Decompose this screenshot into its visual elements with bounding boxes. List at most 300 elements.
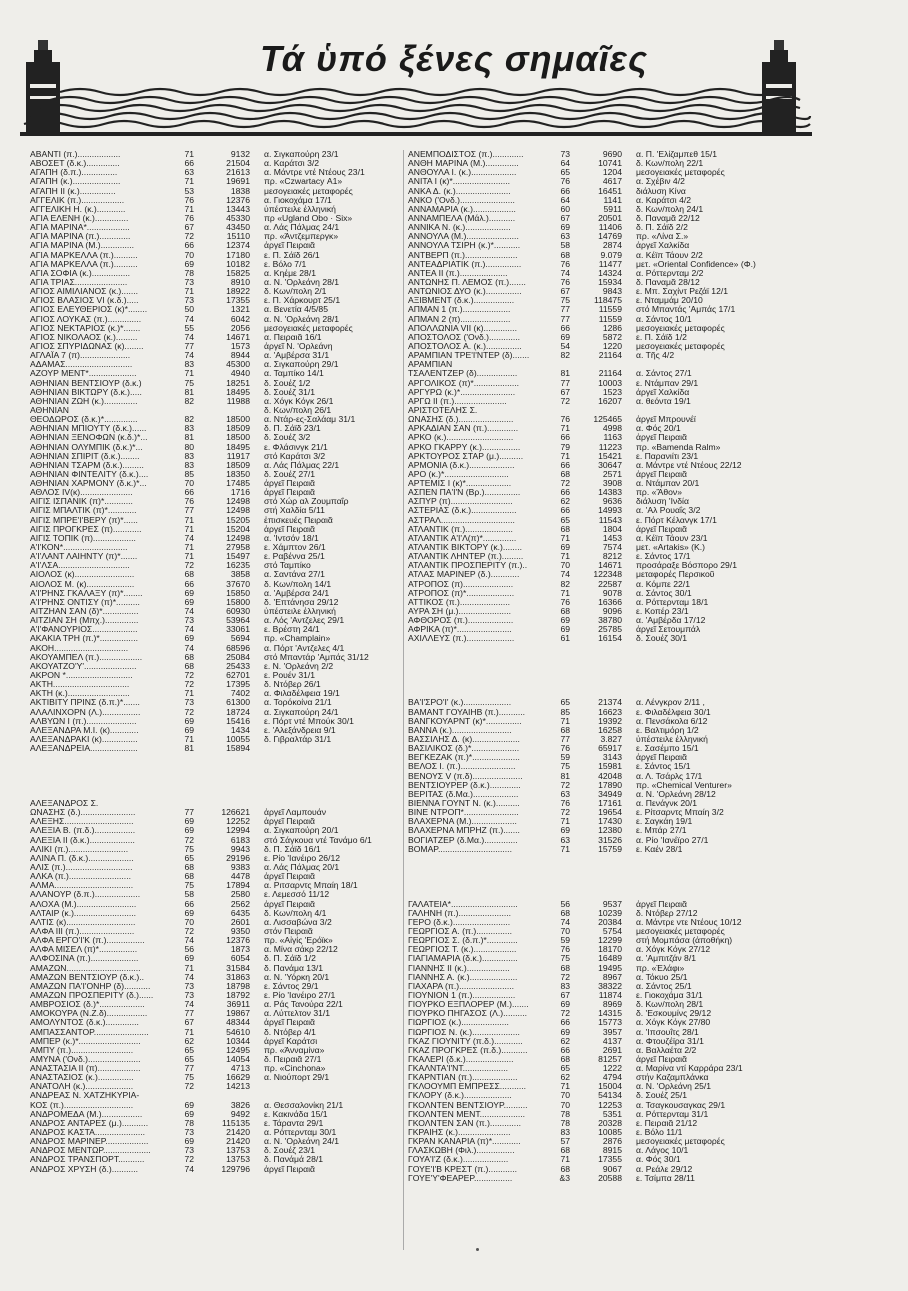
status-location: α. 'Αμβέρσα 24/1 [264, 588, 330, 598]
status-location: ἀργεῖ Πειραιᾶ [264, 899, 315, 909]
tonnage [570, 644, 622, 653]
build-year: 54 [560, 341, 570, 351]
tonnage: 61300 [226, 698, 250, 708]
build-year: 66 [560, 460, 570, 470]
build-year [548, 360, 570, 369]
tonnage [194, 781, 250, 790]
ship-name: ΤΣΑΛΕΝΤΖΕΡ (δ)................. [408, 369, 518, 379]
tonnage: 14213 [226, 1082, 250, 1092]
status-location: ε. Ν. 'Ορλεάνη 2/2 [264, 661, 334, 671]
left-entry [30, 598, 414, 607]
left-entry [30, 415, 414, 424]
ship-name: ΒΑΝΝΑ (κ.)......................... [408, 725, 512, 735]
left-entry [30, 1110, 414, 1119]
ship-name: ΑΙΤΖΙΑΝ ΣΗ (Μπχ.).............. [30, 616, 139, 626]
build-year: 71 [560, 844, 570, 854]
ship-name: ΑΡΜΟΝΙΑ (δ.κ.)................... [408, 460, 515, 470]
ship-name: ΓΙΟΥΡΚΟ ΕΞΠΛΟΡΕΡ (Μ.)....... [408, 1000, 529, 1010]
status-location: δ. Κων/πολη 14/1 [264, 579, 332, 589]
ship-name: ΑΠΜΑΝ 2 (π)..................... [408, 314, 511, 324]
tonnage: 8967 [602, 972, 622, 982]
right-entry [408, 772, 806, 781]
left-entry [30, 241, 414, 250]
left-entry [30, 945, 414, 954]
build-year: 71 [184, 204, 194, 214]
tonnage: 18500 [226, 415, 250, 425]
tonnage: 16207 [598, 396, 622, 406]
ship-name: ΑΓΙΟΣ ΑΙΜΙΛΙΑΝΟΣ (κ.)....... [30, 287, 139, 297]
tonnage: 1434 [230, 725, 250, 735]
status-location: α. Ράς Τανούρα 22/1 [264, 1000, 343, 1010]
build-year: 59 [560, 936, 570, 946]
tonnage: 5754 [602, 926, 622, 936]
ship-name: ΓΚΑΖ ΓΙΟΥΝΙΤΥ (π.δ.)............ [408, 1036, 523, 1046]
status-location: α. Σάντος 25/1 [636, 981, 692, 991]
ship-name: ΑΛΒΥΩΝ Ι (π.)..................... [30, 716, 137, 726]
left-entry [30, 461, 414, 470]
ship-name [408, 644, 548, 653]
left-entry [30, 854, 414, 863]
left-entry [30, 443, 414, 452]
right-entry [408, 826, 806, 835]
build-year: 67 [184, 223, 194, 233]
status-location: α. Λάγος 10/1 [636, 1146, 689, 1156]
status-location: ε. Ρίτσαρντς Μπαίη 3/2 [636, 808, 724, 818]
tonnage: 18495 [226, 387, 250, 397]
tonnage: 15825 [226, 268, 250, 278]
tonnage: 8910 [230, 277, 250, 287]
build-year: 66 [560, 433, 570, 443]
build-year: 65 [560, 515, 570, 525]
tonnage [570, 890, 622, 899]
right-entry [408, 836, 806, 845]
status-location: δ. Κων/πολη 24/1 [636, 204, 704, 214]
tonnage [570, 653, 622, 662]
tonnage: 3826 [230, 1100, 250, 1110]
right-entry [408, 680, 806, 689]
right-entry [408, 516, 806, 525]
right-entry [408, 1165, 806, 1174]
build-year: 71 [184, 552, 194, 562]
build-year: 74 [560, 917, 570, 927]
ship-name: ΑΛΕΞΙΑ Β. (π.δ.)................. [30, 826, 136, 836]
status-location: στήν Καζαμπλάνκα [636, 1073, 709, 1083]
tonnage: 20384 [598, 917, 622, 927]
status-location: α. Μίνα σάκρ 22/12 [264, 945, 338, 955]
build-year: 74 [560, 268, 570, 278]
build-year: 68 [184, 570, 194, 580]
ship-name: ΑΛΙΣ (π.)............................ [30, 862, 133, 872]
build-year: 77 [560, 314, 570, 324]
build-year: 70 [560, 926, 570, 936]
status-location: διάλυση Κίνα [636, 186, 686, 196]
ship-name: ΑΝΝΟΥΛΑ (Μ.)...................... [408, 232, 519, 242]
build-year: 72 [184, 232, 194, 242]
build-year: 74 [184, 972, 194, 982]
left-entry [30, 287, 414, 296]
ship-name: ΑΘΗΝΙΑΝ [30, 405, 69, 415]
tonnage: 12299 [598, 936, 622, 946]
tonnage: 18509 [226, 424, 250, 434]
build-year: 68 [560, 725, 570, 735]
build-year: 71 [560, 1082, 570, 1092]
status-location: ε. Μπ. Σαχίντ Ρεζάϊ 12/1 [636, 287, 729, 297]
tonnage: 18922 [226, 287, 250, 297]
ship-name: ΑΜΑΖΩΝ ΠΡΟΣΠΕΡΙΤΥ (δ.)...... [30, 990, 154, 1000]
status-location: στόν Πειραιᾶ [264, 926, 313, 936]
build-year: 66 [560, 506, 570, 516]
right-entry [408, 817, 806, 826]
right-entry [408, 388, 806, 397]
status-location: α. Χόγκ Κόγκ 26/1 [264, 396, 334, 406]
right-entry [408, 379, 806, 388]
tonnage: 5694 [230, 634, 250, 644]
right-entry [408, 982, 806, 991]
status-location: α. Φός 20/1 [636, 424, 681, 434]
wave-lines [24, 89, 810, 127]
tonnage: 17890 [598, 780, 622, 790]
right-entry [408, 497, 806, 506]
tonnage: 4794 [602, 1073, 622, 1083]
status-location: μεσογειακές μεταφορές [636, 341, 725, 351]
build-year: 76 [184, 213, 194, 223]
ship-name: ΓΚΑΛΝΤΑ'Ι'ΝΤ................... [408, 1064, 509, 1074]
left-entry [30, 479, 414, 488]
ship-name: ΒΑΝΓΚΟΥΑΡΝΤ (κ)*............... [408, 716, 522, 726]
right-entry [408, 506, 806, 515]
ship-name: ΩΝΑΣΗΣ (δ.)....................... [30, 808, 136, 818]
ship-name: ΑΝΤΩΝΗΣ Π. ΛΕΜΟΣ (π.)....... [408, 277, 526, 287]
ship-name: ΑΤΛΑΝΤΙΚ ΠΡΟΣΠΕΡΙΤΥ (π.).. [408, 561, 528, 571]
tonnage [570, 689, 622, 698]
status-location: α. 'Ιπσουΐτς 28/1 [636, 1027, 699, 1037]
tonnage: 2601 [230, 917, 250, 927]
build-year: 72 [184, 707, 194, 717]
ship-name: ΑΝΝΟΥΛΑ ΤΣΙΡΗ (κ.)*........... [408, 241, 521, 251]
build-year: 72 [560, 1009, 570, 1019]
status-location: ἀργεῖ Πειραιᾶ [264, 524, 315, 534]
ship-name: ΒΕΓΚΕΖΑΚ (π.)*.................... [408, 753, 520, 763]
left-entry [30, 735, 414, 744]
status-location: ὑπέστειλε ἑλληνική [264, 607, 336, 617]
status-location: δ. Πανάμα 13/1 [264, 963, 324, 973]
tonnage: 9067 [602, 1164, 622, 1174]
ship-name: ΑΝΤΒΕΡΠ (π.)...................... [408, 250, 518, 260]
ship-name: ΑΜΟΛΥΝΤΟΣ (δ.κ.).............. [30, 1018, 139, 1028]
status-location: μεσογειακές μεταφορές [264, 323, 353, 333]
build-year: 70 [560, 1100, 570, 1110]
right-entry [408, 433, 806, 442]
ship-name: ΑΓΙΟΣ ΣΠΥΡΙΔΩΝΑΣ (κ)........ [30, 341, 144, 351]
status-location [250, 762, 414, 771]
tonnage: 2562 [230, 899, 250, 909]
status-location: στό Χώρ αλ Ζουμπαΐρ [264, 497, 349, 507]
ship-name: ΑΡΚΑΔΙΑΝ ΣΑΝ (π.)............. [408, 424, 519, 434]
right-entry [408, 689, 806, 698]
status-location: α. Φός 30/1 [636, 1155, 681, 1165]
status-location: δ. Κων/πολη 4/1 [264, 908, 327, 918]
tonnage: 14383 [598, 488, 622, 498]
right-entry [408, 1073, 806, 1082]
left-entry [30, 689, 414, 698]
build-year: 68 [560, 250, 570, 260]
build-year: 73 [184, 981, 194, 991]
tonnage [570, 662, 622, 671]
left-entry [30, 744, 414, 753]
left-entry [30, 1018, 414, 1027]
ship-name: ΓΕΩΡΓΙΟΣ Σ. (δ.π.)*............. [408, 936, 518, 946]
ship-name: ΑΝΑΣΤΑΣΙΑ ΙΙ (π).................. [30, 1064, 141, 1074]
status-location: ε. Ρίο 'Ιανέιρο 27/1 [264, 990, 336, 1000]
tonnage: 11477 [598, 259, 622, 269]
build-year: 72 [560, 808, 570, 818]
tonnage: 38780 [598, 616, 622, 626]
ship-name: ΑΝΘΗ ΜΑΡΙΝΑ (Μ.).............. [408, 159, 519, 169]
ship-name: ΑΝΚΑ Δ. (κ.)....................... [408, 186, 511, 196]
left-entry [30, 1037, 414, 1046]
ship-name: ΑΡΚΟ ΓΚΑΡΡΥ (κ.)................ [408, 442, 521, 452]
left-entry [30, 516, 414, 525]
tonnage: 19495 [598, 963, 622, 973]
tonnage: 16629 [226, 1073, 250, 1083]
status-location: ε. Π. Σάϊδ 1/2 [636, 332, 687, 342]
build-year: 50 [184, 305, 194, 315]
tonnage: 13753 [226, 1146, 250, 1156]
right-entry [408, 561, 806, 570]
build-year: 76 [184, 195, 194, 205]
ship-name: ΓΛΑΣΚΩΒΗ (Φιλ.)................ [408, 1146, 515, 1156]
tonnage: 9492 [230, 1109, 250, 1119]
status-location: ε. Βρέστη 24/1 [264, 625, 320, 635]
status-location: ἀργεῖ Μπρουνέϊ [636, 415, 696, 425]
right-entry [408, 1137, 806, 1146]
status-location: μετ. «Artakis» (Κ.) [636, 543, 706, 553]
ship-name: ΓΙΑΝΝΗΣ Α. (κ.).................... [408, 972, 518, 982]
left-entry [30, 452, 414, 461]
status-location: α. Κόμπε 22/1 [636, 579, 690, 589]
build-year: 66 [184, 241, 194, 251]
left-entry [30, 890, 414, 899]
tonnage: 9943 [230, 844, 250, 854]
build-year: 78 [560, 1109, 570, 1119]
build-year: 66 [184, 488, 194, 498]
ship-name: ΑΜΒΡΟΣΙΟΣ (δ.)*................... [30, 1000, 145, 1010]
build-year: 69 [560, 1000, 570, 1010]
ship-name: ΓΚΡΑΙΗΣ (κ.)...................... [408, 1128, 511, 1138]
ship-name: ΑΡΑΜΠΙΑΝ [408, 360, 453, 370]
left-entry [30, 1082, 414, 1091]
right-entry [408, 315, 806, 324]
tonnage: 122348 [593, 570, 622, 580]
tonnage: 37670 [226, 579, 250, 589]
build-year: 77 [184, 341, 194, 351]
build-year: 74 [184, 607, 194, 617]
tonnage: 10239 [598, 908, 622, 918]
ship-name: ΑΜΑΖΩΝ ΠΑ'Ι'ΟΝΗΡ (δ)........... [30, 981, 151, 991]
build-year: 69 [560, 625, 570, 635]
tonnage: 16154 [598, 634, 622, 644]
build-year: 83 [184, 360, 194, 370]
build-year: 69 [184, 716, 194, 726]
right-entry [408, 424, 806, 433]
ship-name: ΑΙΟΛΟΣ (κ)......................... [30, 570, 135, 580]
ship-name: ΑΜΟΚΟΥΡΑ (Ν.Ζ.δ)................. [30, 1009, 148, 1019]
ship-name: ΑΙΓΙΣ ΙΣΠΑΝΙΚ (π)*............ [30, 497, 133, 507]
status-location: α. Σάντος 10/1 [636, 314, 692, 324]
status-location: α. Σιγκαπούρη 29/1 [264, 360, 339, 370]
tonnage: 3957 [602, 1027, 622, 1037]
left-entry [30, 1009, 414, 1018]
status-location: δ. Σουέζ 23/1 [264, 1146, 316, 1156]
left-entry [30, 698, 414, 707]
right-entry [408, 351, 806, 360]
build-year: 62 [560, 497, 570, 507]
right-entry [408, 552, 806, 561]
left-entry [30, 589, 414, 598]
build-year: 71 [184, 287, 194, 297]
status-location: διάλυση 'Ινδία [636, 497, 689, 507]
tonnage: 3.827 [600, 735, 622, 744]
left-entry [30, 232, 414, 241]
left-entry [30, 251, 414, 260]
status-location: ε. Π. Χάρκουρτ 25/1 [264, 296, 341, 306]
build-year: 76 [560, 798, 570, 808]
build-year: 83 [560, 1128, 570, 1138]
right-entry [408, 726, 806, 735]
build-year: 66 [184, 899, 194, 909]
tonnage: 1163 [603, 433, 622, 443]
left-entry [30, 525, 414, 534]
status-location: α. Ρόττερνταμ 18/1 [636, 597, 709, 607]
status-location: δ. 'Εσκουμίνς 29/12 [636, 1009, 712, 1019]
tonnage: 14054 [226, 1054, 250, 1064]
build-year: 73 [184, 616, 194, 626]
left-entry [30, 397, 414, 406]
build-year: 69 [184, 954, 194, 964]
left-entry [30, 616, 414, 625]
tonnage: 19691 [226, 177, 250, 187]
right-entry [408, 525, 806, 534]
build-year: 71 [184, 150, 194, 159]
ship-name: ΒΟΓΙΑΤΖΕΡ (δ.Μα.).............. [408, 835, 518, 845]
tonnage [570, 881, 622, 890]
left-entry [30, 634, 414, 643]
build-year: 69 [184, 826, 194, 836]
tonnage: 1286 [602, 323, 622, 333]
tonnage: 33061 [226, 625, 250, 635]
status-location: α. Λένγκρον 2/11 , [636, 698, 705, 708]
ship-name: ΓΟΥΑ'Ι'Ζ (δ.κ.)................... [408, 1155, 509, 1165]
ship-name: ΑΛΕΞΙΑ ΙΙ (δ.κ.)................... [30, 835, 135, 845]
build-year: 77 [184, 506, 194, 516]
right-entry [408, 1119, 806, 1128]
tonnage: 54610 [226, 1027, 250, 1037]
left-entry [30, 644, 414, 653]
status-location: ἀργεῖ Πειραιᾶ [636, 899, 687, 909]
status-location: μεταφορές Περσικοῦ [636, 570, 715, 580]
status-location: ε. Ραβέννα 25/1 [264, 552, 325, 562]
build-year: 69 [184, 259, 194, 269]
ship-name: ΒΕΝΟΥΣ V (π.δ)..................... [408, 771, 523, 781]
status-location: ἀργεῖ Πειραιᾶ [264, 241, 315, 251]
tonnage: 45300 [226, 360, 250, 370]
build-year: 76 [560, 744, 570, 754]
status-location: α. Ν. 'Ορλεάνη 28/1 [264, 314, 340, 324]
tonnage: 12376 [226, 195, 250, 205]
build-year: 68 [560, 607, 570, 617]
status-location: δ. Σουέζ 31/1 [264, 387, 316, 397]
ship-name: ΑΤΡΟΠΟΣ (π)*.................... [408, 588, 515, 598]
ship-name: ΑΓΙΑ ΜΑΡΙΝΑ*.................. [30, 223, 130, 233]
tonnage: 21420 [226, 1137, 250, 1147]
build-year: 83 [184, 424, 194, 434]
build-year: 66 [560, 1045, 570, 1055]
build-year: 61 [560, 634, 570, 644]
status-location: α. Χόγκ Κόγκ 27/12 [636, 945, 711, 955]
build-year: 71 [184, 177, 194, 187]
ship-name: ΓΚΛΟΟΥΜΠ ΕΜΠΡΕΣΣ........... [408, 1082, 527, 1092]
ship-name: ΑΚΡΟΝ *............................ [30, 671, 133, 681]
tonnage: 1838 [230, 186, 250, 196]
right-entry [408, 324, 806, 333]
build-year: 69 [560, 826, 570, 836]
build-year [548, 854, 570, 863]
ship-name: ΑΝΤΩΝΙΟΣ ΔΥΟ (κ.)............... [408, 287, 522, 297]
tonnage: 15416 [226, 716, 250, 726]
ship-name: ΑΝΔΡΟΜΕΔΑ (Μ.)................. [30, 1109, 143, 1119]
build-year: 76 [560, 415, 570, 425]
right-entry [408, 808, 806, 817]
right-entry [408, 762, 806, 771]
right-entry [408, 991, 806, 1000]
ship-name: ΓΙΑΧΑΡΑ (π.)....................... [408, 981, 515, 991]
ship-name: ΑΝΔΡΟΣ ΜΑΡΙΝΕΡ.................. [30, 1137, 149, 1147]
tonnage: 18798 [226, 981, 250, 991]
build-year: 71 [560, 552, 570, 562]
status-location [250, 1082, 414, 1091]
tonnage: 30647 [598, 460, 622, 470]
build-year: 53 [184, 186, 194, 196]
status-location: δ. Πανάμά 28/1 [264, 1155, 324, 1165]
ship-name [30, 790, 166, 799]
status-location [250, 781, 414, 790]
status-location [622, 890, 806, 899]
status-location: ἀργεῖ Χαλκίδα [636, 387, 690, 397]
right-entry [408, 954, 806, 963]
status-location: α. Λύττελτον 31/1 [264, 1009, 331, 1019]
ship-name: ΑΛΕΞΑΝΔΡΑ Μ.Ι. (κ)............ [30, 725, 139, 735]
build-year: 76 [184, 497, 194, 507]
ship-name: ΒΑΣΣΙΛΗΣ Δ. (κ).................... [408, 735, 520, 744]
left-entry [30, 168, 414, 177]
tonnage: 17395 [226, 680, 250, 690]
right-entry [408, 964, 806, 973]
ship-name: ΑΠΟΣΤΟΛΟΣ ('Ονδ.)............. [408, 332, 521, 342]
tonnage: 20588 [598, 1173, 622, 1183]
ship-name: ΑΛΕΞΑΝΔΡΑΚΙ (κ)............... [30, 735, 138, 744]
tonnage: 5351 [602, 1109, 622, 1119]
tonnage: 54134 [598, 1091, 622, 1101]
tonnage: 15981 [598, 762, 622, 772]
build-year: 74 [184, 1164, 194, 1174]
build-year: 68 [184, 652, 194, 662]
ship-name: ΑΓΓΕΛΙΚ (π.).................. [30, 195, 125, 205]
left-entry [30, 1165, 414, 1174]
right-entry [408, 278, 806, 287]
status-location: α. Λός 'Αντζελες 29/1 [264, 616, 345, 626]
status-location: ε. Μπάρ 27/1 [636, 826, 687, 836]
build-year: 72 [184, 561, 194, 571]
